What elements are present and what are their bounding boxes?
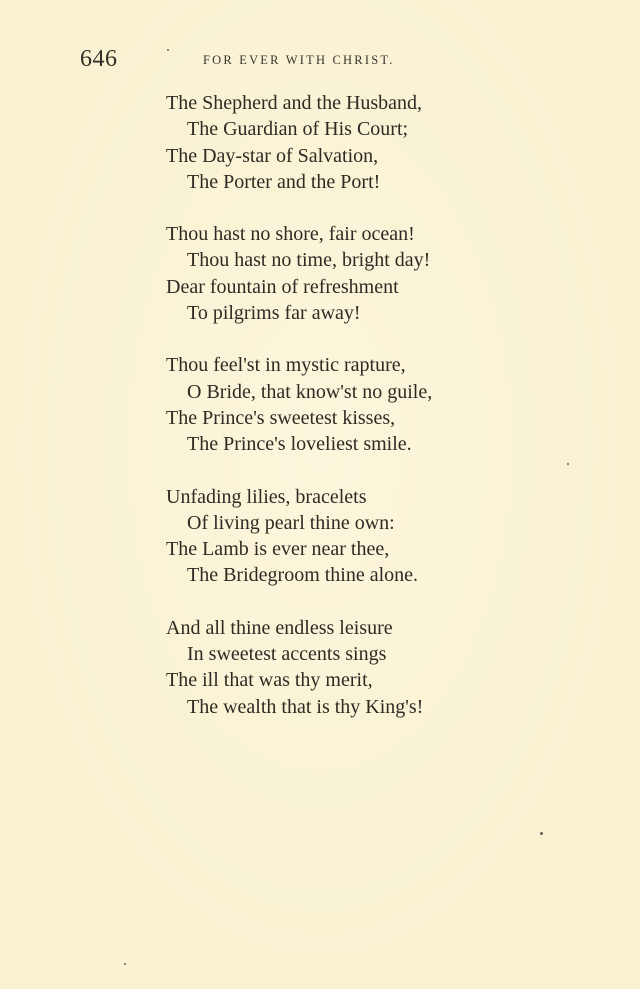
stanza-1 bbox=[166, 90, 606, 195]
poem-line: The Prince's loveliest smile. bbox=[187, 433, 412, 456]
poem-line: The Shepherd and the Husband, bbox=[166, 92, 423, 114]
stanza-2 bbox=[166, 221, 606, 326]
poem-line: The Guardian of His Court; bbox=[187, 118, 409, 141]
page-number: 646 bbox=[80, 46, 118, 72]
poem-line: To pilgrims far away! bbox=[187, 302, 361, 325]
poem-line: Thou feel'st in mystic rapture, bbox=[166, 354, 406, 377]
poem-line: The Prince's sweetest kisses, bbox=[166, 406, 396, 429]
paper-speck bbox=[167, 49, 169, 51]
poem-line: O Bride, that know'st no guile, bbox=[187, 380, 433, 403]
paper-speck bbox=[124, 963, 126, 965]
page-header bbox=[0, 44, 640, 74]
poem-line: The wealth that is thy King's! bbox=[187, 695, 424, 718]
stanza-4 bbox=[166, 484, 606, 589]
poem-line: The Bridegroom thine alone. bbox=[187, 564, 419, 587]
poem-line: Unfading lilies, bracelets bbox=[166, 485, 367, 508]
poem-line: Thou hast no time, bright day! bbox=[187, 249, 431, 272]
stanza-3 bbox=[166, 352, 606, 457]
poem-line: The ill that was thy merit, bbox=[166, 669, 373, 692]
paper-speck bbox=[540, 832, 543, 835]
poem bbox=[166, 90, 606, 746]
poem-line: In sweetest accents sings bbox=[187, 643, 387, 666]
poem-line: Of living pearl thine own: bbox=[187, 511, 395, 534]
poem-line: The Lamb is ever near thee, bbox=[166, 538, 390, 561]
running-title: FOR EVER WITH CHRIST. bbox=[203, 53, 395, 67]
poem-line: The Porter and the Port! bbox=[187, 170, 381, 193]
stanza-5 bbox=[166, 615, 606, 720]
poem-line: And all thine endless leisure bbox=[166, 616, 393, 639]
poem-line: The Day-star of Salvation, bbox=[166, 144, 379, 167]
poem-line: Dear fountain of refreshment bbox=[166, 275, 399, 298]
poem-line: Thou hast no shore, fair ocean! bbox=[166, 223, 415, 246]
paper-speck bbox=[567, 463, 569, 465]
